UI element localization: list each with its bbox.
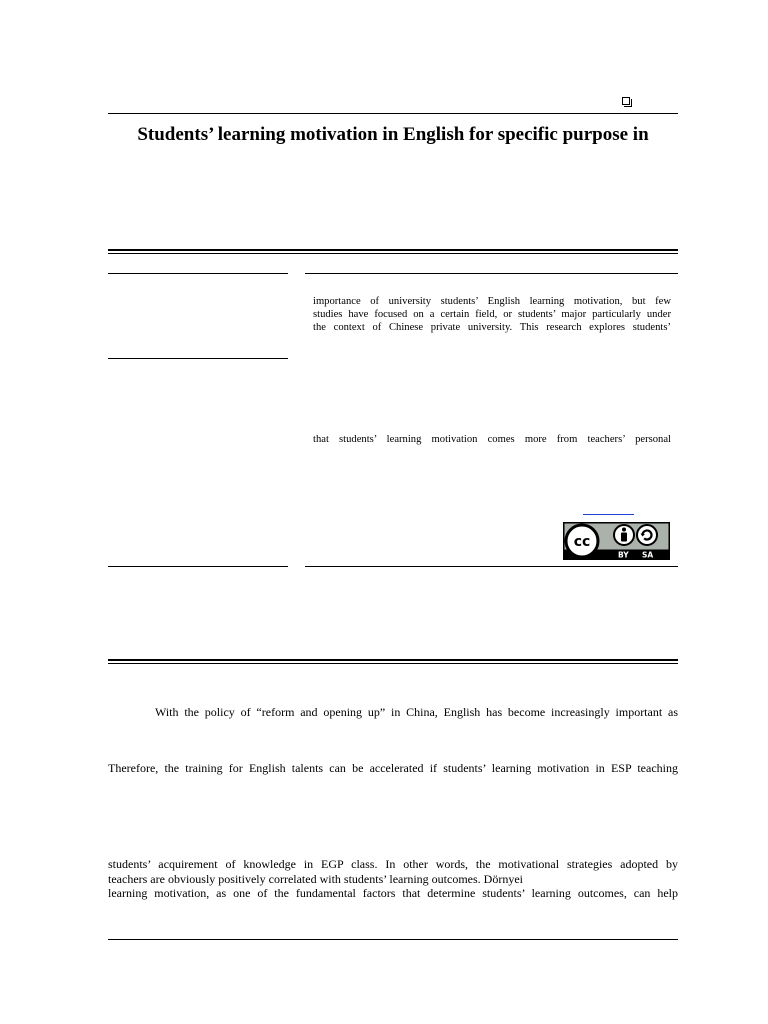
article-info-rule-mid	[108, 358, 288, 359]
header-rule	[108, 113, 678, 114]
body-paragraph-1	[108, 705, 678, 720]
title-double-rule-top	[108, 249, 678, 251]
body-paragraph-2	[108, 761, 678, 776]
cc-text: cc	[573, 534, 591, 550]
article-info-rule-bottom	[108, 566, 288, 567]
paper-title: Students’ learning motivation in English for specific purpose in	[137, 124, 649, 145]
body-line: teachers are obviously positively correlated with students’ learning outcomes. Dörnyei	[108, 871, 523, 886]
abstract-rule-top	[305, 273, 678, 274]
abstract-rule-bottom	[305, 566, 678, 567]
abstract-block-1	[313, 295, 671, 335]
checkbox-glyph-icon	[622, 97, 630, 105]
intro-double-rule-top	[108, 659, 678, 661]
footer-rule	[108, 939, 678, 940]
abstract-line: that students’ learning motivation comes more from teachers’ personal	[313, 434, 671, 445]
body-line: learning motivation, as one of the fundamental factors that determine students’ learning outcomes, can help	[108, 886, 678, 900]
intro-double-rule-bottom	[108, 663, 678, 664]
abstract-block-2	[313, 433, 671, 446]
abstract-line: the context of Chinese private university. This research explores students’	[313, 322, 671, 334]
cc-by-sa-license-icon[interactable]	[563, 522, 670, 560]
abstract-line: studies have focused on a certain field, or students’ major particularly under	[313, 309, 671, 321]
body-line: students’ acquirement of knowledge in EGP class. In other words, the motivational strategies adopted by	[108, 857, 678, 871]
abstract-line: importance of university students’ English learning motivation, but few	[313, 296, 671, 307]
body-line: With the policy of “reform and opening up” in China, English has become increasingly important as	[155, 705, 678, 719]
by-text: BY	[618, 550, 629, 560]
doi-link-underline[interactable]	[583, 514, 634, 515]
body-line: Therefore, the training for English talents can be accelerated if students’ learning motivation in ESP teaching	[108, 761, 678, 775]
sa-text: SA	[642, 550, 654, 560]
article-info-rule-top	[108, 273, 288, 274]
title-double-rule-bottom	[108, 253, 678, 254]
body-paragraph-3	[108, 857, 678, 901]
